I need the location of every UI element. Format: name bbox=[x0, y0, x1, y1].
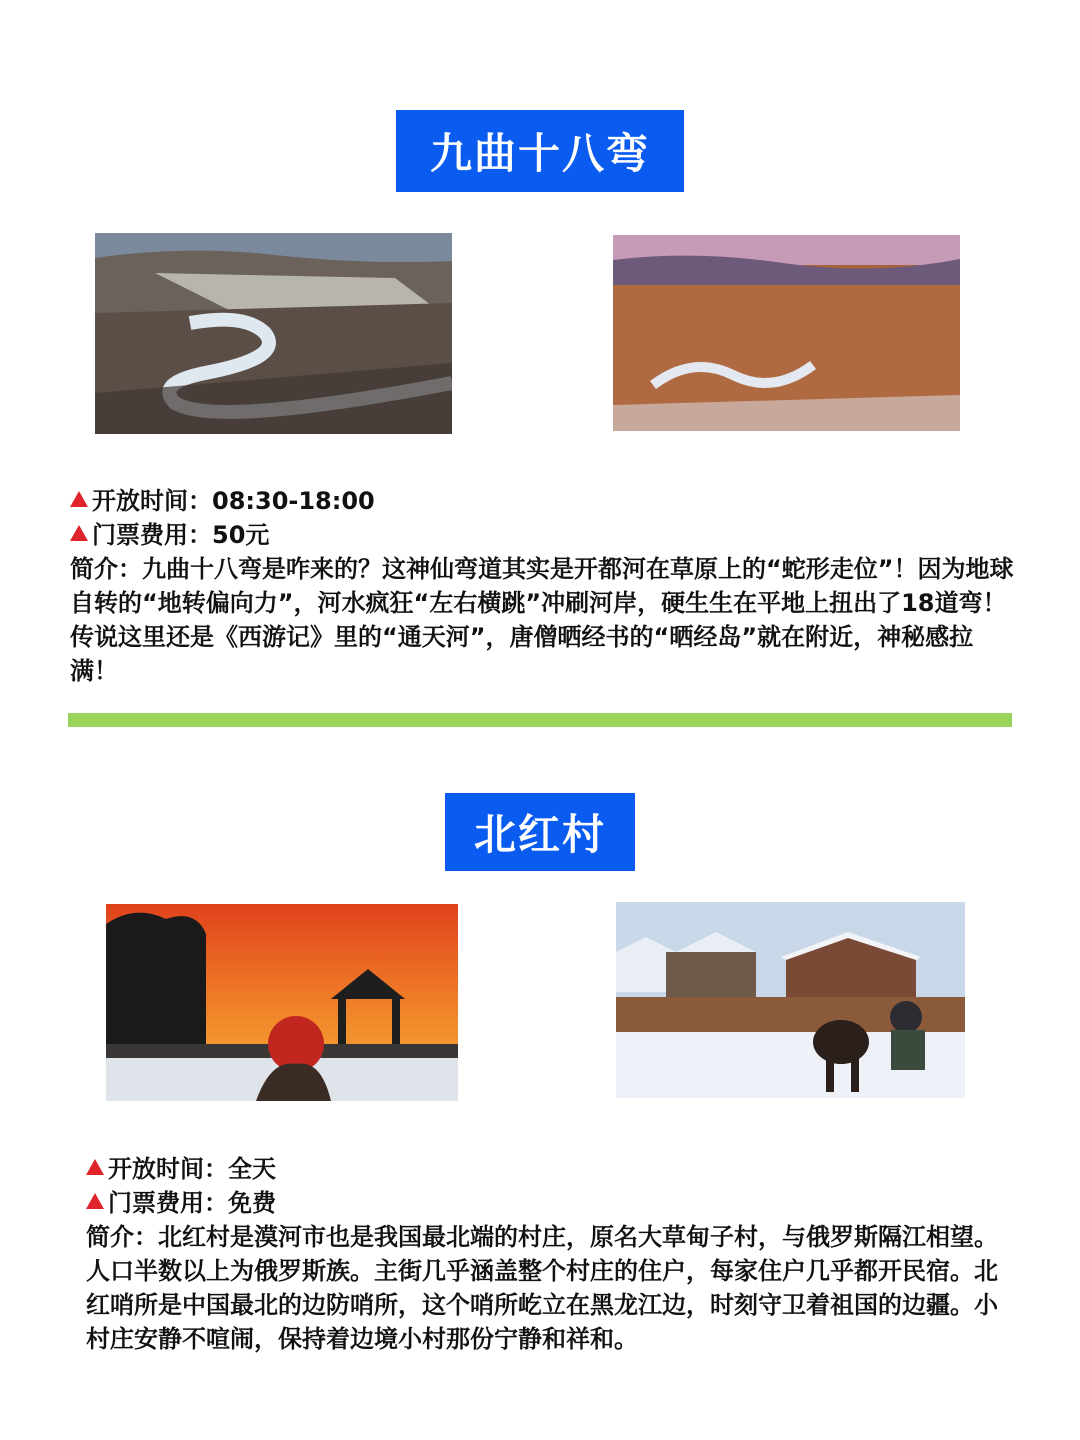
intro-text: 简介：北红村是漠河市也是我国最北端的村庄，原名大草甸子村，与俄罗斯隔江相望。人口半数以上为俄罗斯族。主街几乎涵盖整个村庄的住户，每家住户几乎都开民宿。北红哨所是中国最北的边防哨所，这个哨所屹立在黑龙江边，时刻守卫着祖国的边疆。小村庄安静不喧闹，保持着边境小村那份宁静和祥和。 bbox=[86, 1223, 998, 1353]
ticket-line bbox=[86, 1186, 1016, 1220]
open-time: 开放时间：全天 bbox=[108, 1155, 276, 1183]
red-triangle-icon bbox=[70, 525, 88, 541]
ticket-line bbox=[70, 518, 1020, 552]
ticket-price: 门票费用：50元 bbox=[92, 521, 270, 549]
ticket-price: 门票费用：免费 bbox=[108, 1189, 276, 1217]
red-triangle-icon bbox=[70, 491, 88, 507]
river-valley-photo bbox=[95, 233, 452, 434]
section1-info bbox=[70, 484, 1020, 688]
section1-title: 九曲十八弯 bbox=[396, 110, 684, 192]
open-time: 开放时间：08:30-18:00 bbox=[92, 487, 375, 515]
section2-title: 北红村 bbox=[445, 793, 635, 871]
horse-sleigh-village-photo bbox=[616, 902, 965, 1098]
wetland-sunset-photo bbox=[613, 235, 960, 431]
intro-text: 简介：九曲十八弯是咋来的？这神仙弯道其实是开都河在草原上的“蛇形走位”！因为地球自转的“地转偏向力”，河水疯狂“左右横跳”冲刷河岸，硬生生在平地上扭出了18道弯！传说这里还是《西游记》里的“通天河”，唐僧晒经书的“晒经岛”就在附近，神秘感拉满！ bbox=[70, 555, 1014, 685]
section2-info bbox=[86, 1152, 1016, 1356]
open-time-line bbox=[70, 484, 1020, 518]
red-triangle-icon bbox=[86, 1193, 104, 1209]
village-sunset-gate-photo bbox=[106, 904, 458, 1101]
open-time-line bbox=[86, 1152, 1016, 1186]
section-divider bbox=[68, 713, 1012, 727]
red-triangle-icon bbox=[86, 1159, 104, 1175]
